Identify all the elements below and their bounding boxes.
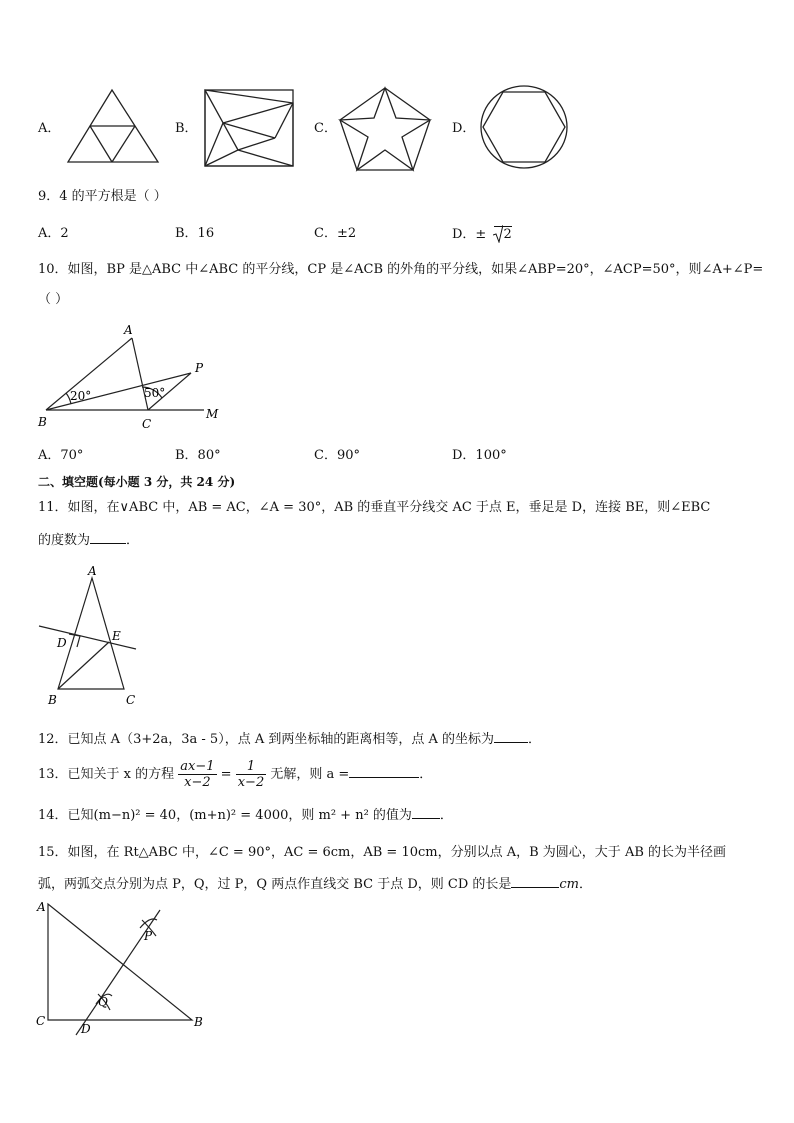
point-b-label: B (48, 693, 57, 707)
q14-stem (38, 806, 453, 824)
q8-option-c-label: C． (314, 121, 337, 136)
q10-option-c: C．90° (314, 448, 360, 463)
point-b-label: B (38, 415, 47, 429)
point-a-label: A (88, 564, 97, 578)
q13-stem-suffix: ． (419, 767, 433, 782)
q8-option-b-figure (203, 88, 295, 168)
q8-option-a-figure (66, 88, 160, 164)
fraction-right-numerator: 1 (236, 759, 267, 775)
q15-stem-line1: 15．如图，在 Rt△ABC 中，∠C = 90°，AC = 6cm，AB = 10cm，分别以点 A，B 为圆心，大于 AB 的长为半径画 (38, 845, 727, 860)
point-a-label: A (37, 900, 46, 914)
point-m-label: M (206, 407, 219, 421)
q11-stem-suffix: ． (126, 533, 140, 548)
q8-option-c-figure (338, 86, 432, 172)
triangle-acb (48, 904, 192, 1020)
point-c-label: C (142, 417, 152, 431)
q10-option-a: A．70° (38, 448, 84, 463)
angle-abp-label: 20° (70, 389, 92, 403)
point-a-label: A (124, 323, 133, 337)
q10-stem-line1: 10．如图，BP 是△ABC 中∠ABC 的平分线，CP 是∠ACB 的外角的平分线，如果∠ABP=20°，∠ACP=50°，则∠A+∠P= (38, 262, 764, 277)
q9-option-d-radicand: 2 (503, 227, 512, 242)
equals-sign: = (220, 767, 232, 782)
q9-option-d-prefix: D．± (452, 227, 487, 242)
q9-stem: 9．4 的平方根是（ ） (38, 189, 167, 204)
q9-option-a: A．2 (38, 226, 69, 241)
q12-stem (38, 730, 541, 748)
answer-blank (90, 531, 126, 544)
q11-stem-line1: 11．如图，在∨ABC 中，AB = AC，∠A = 30°，AB 的垂直平分线交 AC 于点 E，垂足是 D，连接 BE，则∠EBC (38, 500, 711, 515)
q13-stem-prefix: 13．已知关于 x 的方程 (38, 767, 175, 782)
answer-blank (412, 806, 440, 819)
angle-acp-label: 50° (144, 386, 166, 400)
point-d-label: D (57, 636, 67, 650)
q9-option-b: B．16 (175, 226, 215, 241)
q15-stem-suffix: ． (579, 877, 593, 892)
q15-stem-line2 (38, 875, 592, 893)
q8-option-d-figure (478, 84, 570, 170)
point-d-label: D (81, 1022, 91, 1036)
point-b-label: B (194, 1015, 203, 1029)
answer-blank (511, 875, 559, 888)
fraction-right-denominator: x−2 (237, 775, 265, 790)
q9-option-d (452, 226, 512, 243)
q10-option-d: D．100° (452, 448, 507, 463)
q12-stem-prefix: 12．已知点 A（3+2a，3a - 5），点 A 到两坐标轴的距离相等，点 A 的坐标为 (38, 732, 495, 747)
q8-option-a-label: A． (38, 121, 61, 136)
q10-stem-line2: （ ） (38, 292, 69, 307)
sqrt-symbol (494, 226, 511, 243)
q13-stem-mid: 无解，则 a = (270, 767, 350, 782)
fraction-right (236, 759, 267, 790)
q12-stem-suffix: ． (528, 732, 542, 747)
answer-blank (494, 730, 528, 743)
q8-option-b-label: B． (175, 121, 198, 136)
q14-stem-prefix: 14．已知(m−n)² = 40，(m+n)² = 4000，则 m² + n² 的值为 (38, 808, 412, 823)
fraction-left-denominator: x−2 (184, 775, 211, 790)
q11-figure (36, 562, 146, 712)
perpendicular-bisector (39, 626, 136, 649)
section-heading: 二、填空题(每小题 3 分，共 24 分) (38, 475, 236, 489)
q11-stem-line2 (38, 531, 139, 549)
point-p-label: P (144, 929, 153, 943)
q15-figure (34, 898, 214, 1038)
answer-blank (349, 765, 419, 778)
point-e-label: E (112, 629, 121, 643)
q8-option-d-label: D． (452, 121, 476, 136)
unit-label: cm (559, 877, 580, 892)
q13-stem (38, 758, 432, 792)
q14-stem-suffix: ． (439, 808, 453, 823)
q15-stem-prefix: 弧，两弧交点分别为点 P，Q，过 P，Q 两点作直线交 BC 于点 D，则 CD 的长是 (38, 877, 512, 892)
q10-option-b: B．80° (175, 448, 221, 463)
point-q-label: Q (98, 995, 108, 1009)
point-c-label: C (126, 693, 136, 707)
q10-figure (36, 320, 226, 435)
fraction-left (178, 759, 216, 790)
fraction-left-numerator: ax−1 (180, 759, 215, 774)
point-c-label: C (36, 1014, 46, 1028)
q9-option-c: C．±2 (314, 226, 357, 241)
point-p-label: P (195, 361, 204, 375)
q11-stem-prefix: 的度数为 (38, 533, 91, 548)
radical-sign-icon (493, 225, 503, 243)
